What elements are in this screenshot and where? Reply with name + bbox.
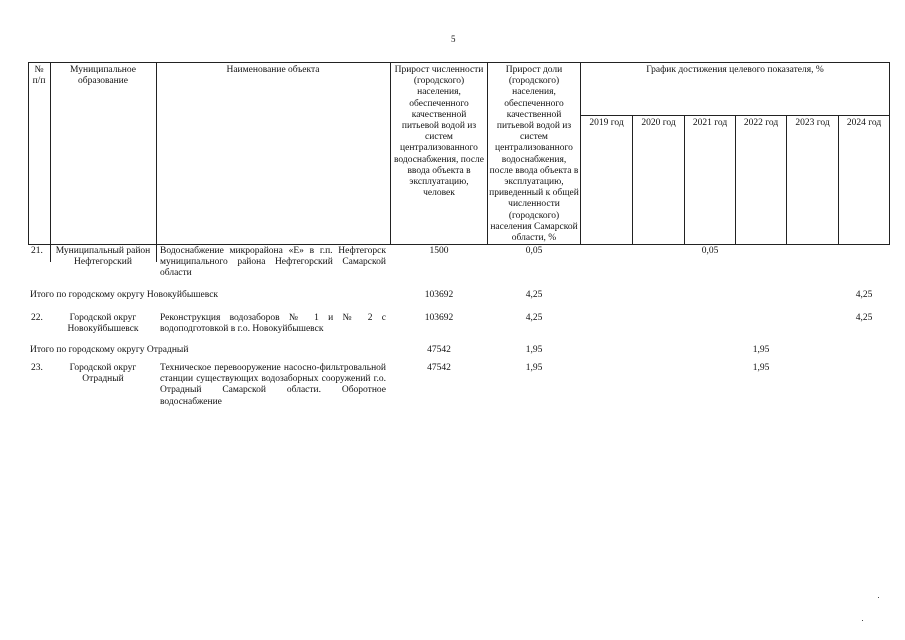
subtotal-otradny-share: 1,95 <box>525 345 543 355</box>
year-divider-2 <box>684 115 685 244</box>
row-23-share: 1,95 <box>525 363 543 373</box>
table-top-border <box>28 62 890 63</box>
header-municipality: Муниципальное образование <box>70 65 136 87</box>
col-divider-4 <box>487 62 488 244</box>
row-22-object: Реконструкция водозаборов № 1 и № 2 с водоподготовкой в г.о. Новокуйбышевск <box>160 313 386 335</box>
page-number: 5 <box>451 34 456 44</box>
row-23-population: 47542 <box>427 363 451 373</box>
year-divider-3 <box>735 115 736 244</box>
table-left-border <box>28 62 29 244</box>
subtotal-otradny-label: Итого по городскому округу Отрадный <box>30 345 189 355</box>
row-21-municipality: Муниципальный район Нефтегорский <box>55 246 151 268</box>
header-year-2021: 2021 год <box>692 118 728 128</box>
row-21-2021: 0,05 <box>701 246 719 256</box>
row-23-num: 23. <box>31 363 43 373</box>
row-23-2022: 1,95 <box>752 363 770 373</box>
header-year-2022: 2022 год <box>743 118 779 128</box>
col-divider-3 <box>390 62 391 244</box>
header-year-2023: 2023 год <box>795 118 830 128</box>
header-year-2024: 2024 год <box>846 118 882 128</box>
header-year-2020: 2020 год <box>641 118 676 128</box>
row-23-object: Техническое перевооружение насосно-фильтровальной станции существующих водозаборных сооружений г.о. Отрадный Самарской области. Оборотное водоснабжение <box>160 363 386 407</box>
header-num: № п/п <box>32 65 46 87</box>
subtotal-otradny-2022: 1,95 <box>752 345 770 355</box>
row-22-share: 4,25 <box>525 313 543 323</box>
subtotal-novokuibyshevsk-2024: 4,25 <box>855 290 873 300</box>
row-22-2024: 4,25 <box>855 313 873 323</box>
year-divider-1 <box>632 115 633 244</box>
row-21-share: 0,05 <box>525 246 543 256</box>
col-divider-2 <box>156 62 157 262</box>
row-22-population: 103692 <box>424 313 454 323</box>
row-21-population: 1500 <box>429 246 449 256</box>
col-divider-1 <box>50 62 51 262</box>
table-right-border <box>889 62 890 244</box>
col-divider-5 <box>580 62 581 244</box>
header-bottom-border <box>28 244 890 245</box>
subtotal-novokuibyshevsk-population: 103692 <box>424 290 454 300</box>
subtotal-novokuibyshevsk-label: Итого по городскому округу Новокуйбышевск <box>30 290 219 300</box>
row-22-municipality: Городской округ Новокуйбышевск <box>67 313 139 335</box>
row-21-num: 21. <box>31 246 43 256</box>
scan-speck <box>878 597 879 598</box>
header-object: Наименование объекта <box>226 65 320 75</box>
year-divider-4 <box>786 115 787 244</box>
header-population-increase: Прирост численности (городского) населения, обеспеченного качественной питьевой водой из систем централизованного водоснабжения, после ввода объекта в эксплуатацию, человек <box>393 65 485 199</box>
row-22-num: 22. <box>31 313 43 323</box>
row-23-municipality: Городской округ Отрадный <box>69 363 137 385</box>
subtotal-novokuibyshevsk-share: 4,25 <box>525 290 543 300</box>
year-divider-5 <box>838 115 839 244</box>
scan-speck <box>862 620 863 621</box>
header-year-2019: 2019 год <box>589 118 624 128</box>
row-21-object: Водоснабжение микрорайона «Е» в г.п. Нефтегорск муниципального района Нефтегорский Самарской области <box>160 246 386 279</box>
subtotal-otradny-population: 47542 <box>427 345 451 355</box>
header-schedule: График достижения целевого показателя, % <box>646 65 824 75</box>
header-share-increase: Прирост доли (городского) населения, обеспеченного качественной питьевой водой из систем централизованного водоснабжения, после ввода объекта в эксплуатацию, приведенный к общей численности (городского) населения Самарской области, % <box>489 65 579 244</box>
